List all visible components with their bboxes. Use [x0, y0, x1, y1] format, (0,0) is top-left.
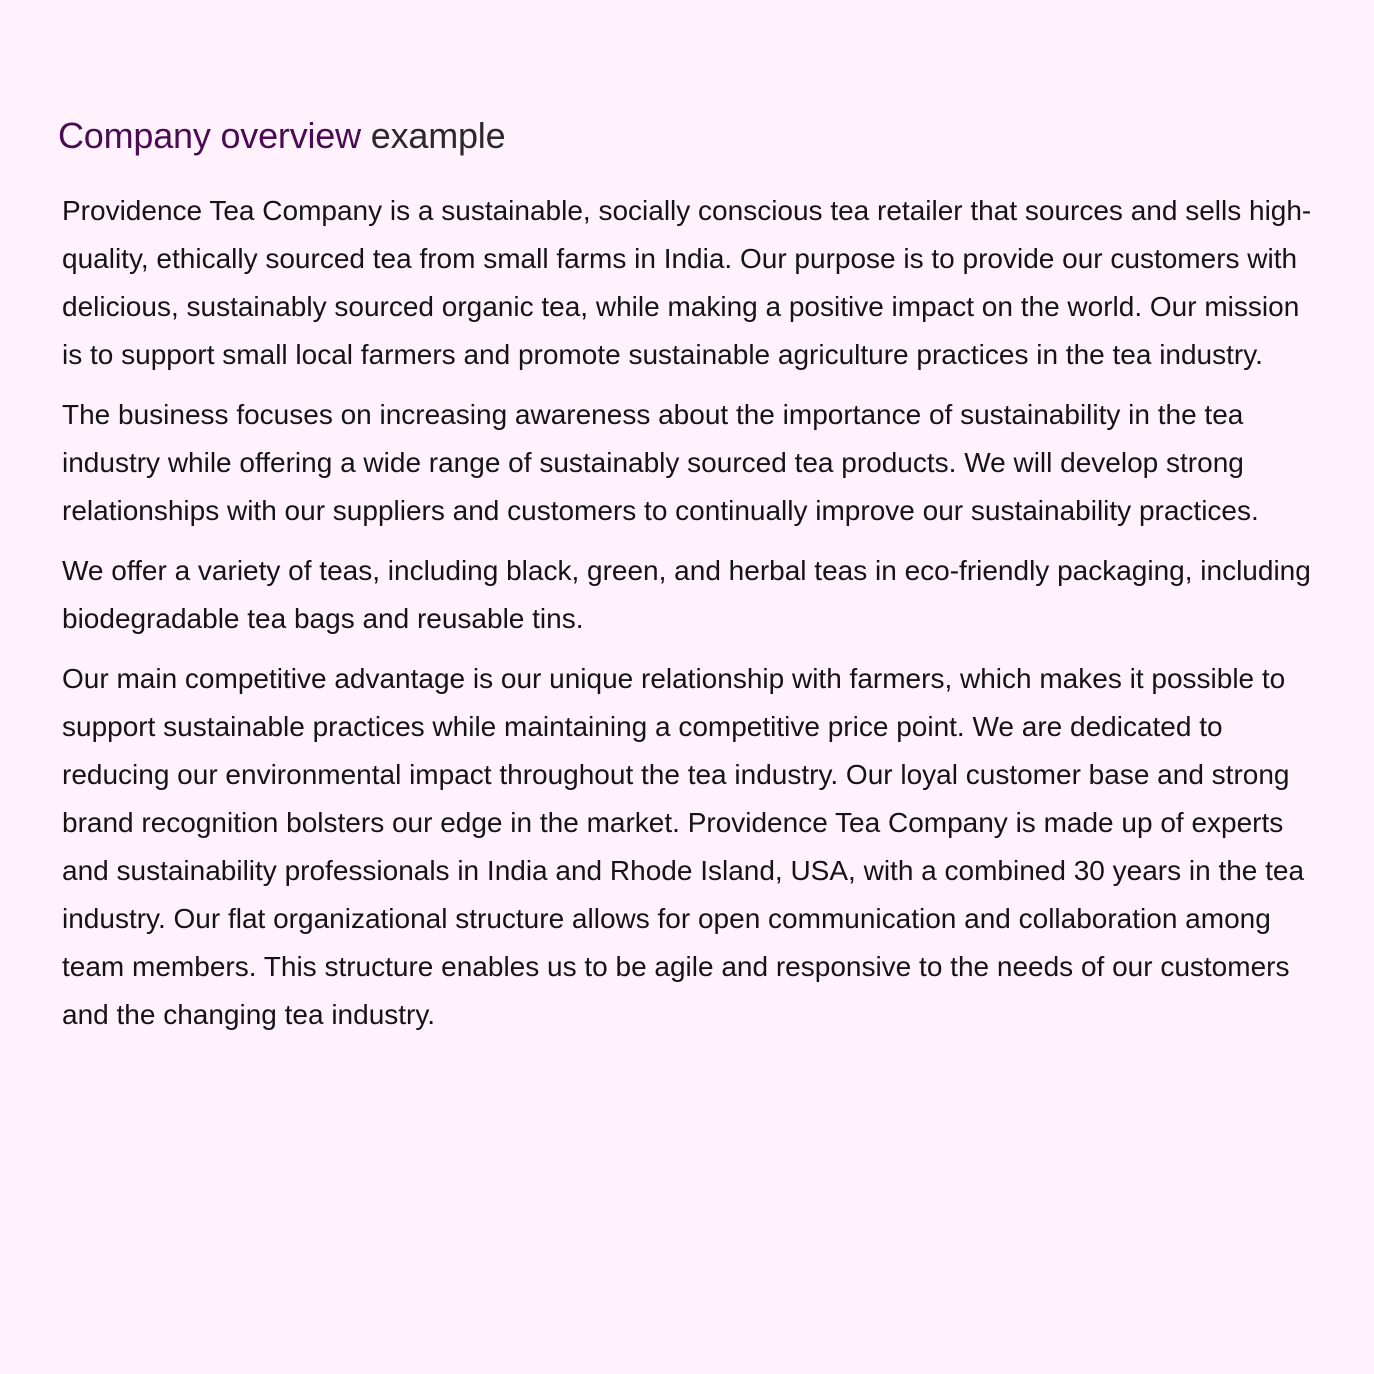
- page-title-rest: example: [370, 115, 506, 156]
- paragraph-focus: The business focuses on increasing awareness about the importance of sustainability in the tea industry while offering a wide range of sustainably sourced tea products. We will develop strong relationships with our suppliers and customers to continually improve our sustainability practices.: [62, 399, 1259, 526]
- paragraph-advantage: Our main competitive advantage is our unique relationship with farmers, which makes it possible to support sustainable practices while maintaining a competitive price point. We are dedicated to reducing our environmental impact throughout the tea industry. Our loyal customer base and strong brand recognition bolsters our edge in the market. Providence Tea Company is made up of experts and sustainability professionals in India and Rhode Island, USA, with a combined 30 years in the tea industry. Our flat organizational structure allows for open communication and collaboration among team members. This structure enables us to be agile and responsive to the needs of our customers and the changing tea industry.: [62, 663, 1305, 1030]
- page-title-accent: Company overview: [58, 115, 361, 156]
- page-title: [58, 112, 1312, 160]
- overview-body: [62, 187, 1312, 1039]
- paragraph-products: We offer a variety of teas, including black, green, and herbal teas in eco-friendly packaging, including biodegradable tea bags and reusable tins.: [62, 555, 1311, 634]
- paragraph-intro: Providence Tea Company is a sustainable, socially conscious tea retailer that sources and sells high-quality, ethically sourced tea from small farms in India. Our purpose is to provide our customers with delicious, sustainably sourced organic tea, while making a positive impact on the world. Our mission is to support small local farmers and promote sustainable agriculture practices in the tea industry.: [62, 195, 1312, 370]
